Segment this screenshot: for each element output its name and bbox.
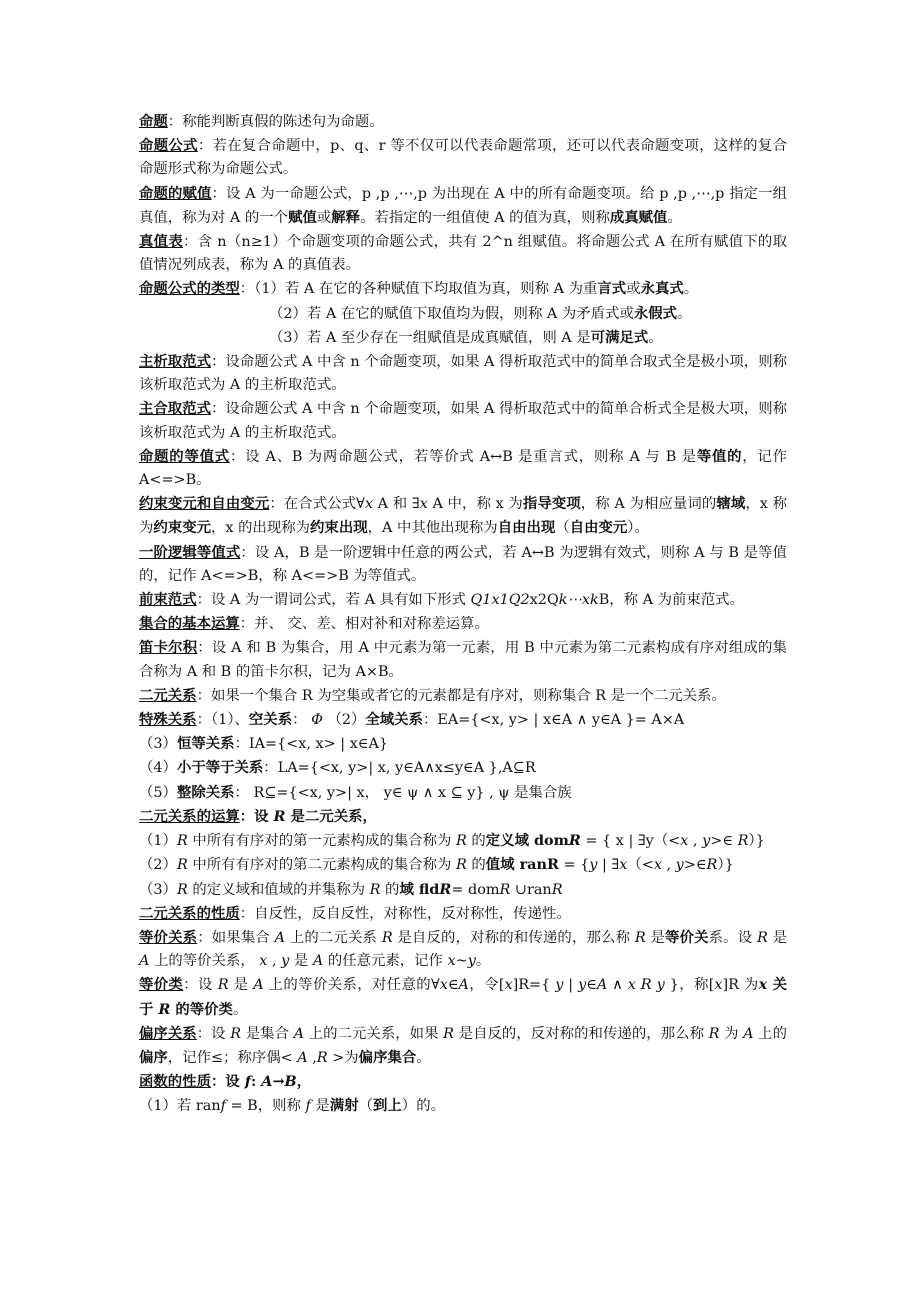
text-run: 恒等关系 — [176, 735, 235, 753]
paragraph — [139, 541, 787, 588]
text-run: A — [293, 1025, 305, 1042]
text-run: 空关系 — [248, 711, 293, 729]
paragraph — [139, 756, 787, 780]
text-run: y — [675, 857, 684, 874]
term-heading: 主析取范式 — [139, 353, 212, 371]
text-run: 是 — [645, 929, 665, 946]
text-run: ，称 A 为相应量词的 — [580, 496, 717, 513]
text-run: y — [467, 953, 476, 970]
text-run: ∈ — [447, 977, 459, 994]
text-run: 上的等价关系， — [149, 953, 260, 970]
text-run: 到上 — [373, 1097, 402, 1115]
text-run: 永假式 — [633, 304, 678, 322]
text-run: A — [312, 953, 324, 970]
text-run: x — [653, 857, 662, 874]
text-run: R — [369, 881, 381, 898]
text-run: 是二元关系， — [285, 807, 377, 825]
document-page — [139, 110, 787, 1119]
text-run: f — [244, 1073, 251, 1091]
text-run: ：在合式公式∀ — [269, 496, 365, 513]
text-run: R — [439, 880, 452, 898]
text-run: y — [589, 857, 598, 874]
text-run: 的等价类 — [170, 1000, 233, 1018]
text-run: 中所有有序对的第二元素构成的集合称为 — [187, 857, 456, 874]
text-run: y — [578, 977, 587, 994]
text-run: （< — [627, 857, 654, 874]
paragraph — [139, 302, 787, 326]
term-heading: 二元关系的性质 — [139, 904, 240, 922]
text-run: ：设 — [210, 1073, 245, 1091]
text-run: ：若在复合命题中，p、q、r 等不仅可以代表命题常项，还可以代表命题变项，这样的复合命题形式称为命题公式。 — [139, 138, 787, 178]
text-run: ]R={ — [512, 977, 556, 994]
text-run: A 中，称 x 为 — [427, 496, 523, 513]
text-run: 上的二元关系，如果 — [304, 1025, 444, 1042]
text-run: （5） — [139, 784, 177, 801]
text-run: R — [634, 929, 646, 946]
text-run: R — [455, 857, 467, 874]
term-heading: 集合的基本运算 — [139, 615, 240, 633]
text-run: R — [568, 832, 581, 850]
text-run: 约束变元 — [153, 519, 211, 537]
text-run: 偏序 — [139, 1048, 168, 1066]
text-run: , — [267, 953, 282, 970]
text-run: （3）若 A 至少存在一组赋值是成真赋值，则 A 是 — [269, 329, 591, 346]
text-run: x — [364, 496, 373, 513]
paragraph — [139, 1070, 787, 1094]
text-run: y — [702, 833, 711, 850]
text-run: （2） — [139, 857, 177, 874]
text-run: 言式 — [597, 280, 627, 298]
text-run: y — [555, 977, 564, 994]
text-run: 是自反的，反对称的和传递的，那么称 — [454, 1025, 709, 1042]
text-run: ∧ — [607, 977, 628, 994]
text-run: ，x 的出现称为 — [210, 520, 311, 537]
text-run: , — [661, 857, 676, 874]
text-run: 或 — [316, 209, 332, 226]
text-run: R — [316, 1049, 328, 1066]
text-run: = { — [558, 857, 590, 874]
term-heading: 命题的等值式 — [139, 447, 230, 465]
paragraph — [139, 878, 787, 902]
term-heading: 真值表 — [139, 233, 184, 251]
text-run: 为 — [719, 1025, 744, 1042]
text-run: ）} — [748, 833, 765, 850]
text-run: ，令[ — [468, 977, 505, 994]
text-run: （3） — [139, 736, 177, 753]
text-run: x — [259, 953, 268, 970]
text-run: A — [274, 929, 286, 946]
text-run: 是 — [228, 977, 254, 994]
text-run: 值域 ranR — [485, 856, 559, 874]
text-run: R — [381, 929, 393, 946]
text-run: x — [419, 496, 428, 513]
text-run: 自由出现 — [497, 519, 556, 537]
text-run: ∈ — [586, 977, 597, 994]
paragraph — [139, 182, 787, 230]
term-heading: 偏序关系 — [139, 1024, 197, 1042]
term-heading: 函数的性质 — [139, 1073, 211, 1091]
text-run: }，称[ — [664, 977, 715, 994]
text-run: ， — [296, 1073, 312, 1091]
text-run: R — [273, 807, 286, 825]
text-run: ：如果集合 — [197, 929, 275, 946]
text-run: 。 — [667, 209, 682, 226]
text-run: 成真赋值 — [609, 208, 668, 226]
term-heading: 命题公式 — [139, 137, 198, 155]
text-run: 偏序集合 — [358, 1048, 417, 1066]
text-run: 。 — [648, 329, 663, 346]
text-run: Q1x1Q2 — [470, 592, 530, 609]
paragraph — [139, 445, 787, 492]
term-heading: 笛卡尔积 — [139, 639, 198, 657]
text-run: ： R⊆={<x, y>| x， y∈ ψ ∧ x ⊆ y} , ψ 是集合族 — [234, 784, 572, 801]
text-run: （1）若 ran — [139, 1098, 221, 1115]
text-run: R — [217, 977, 229, 994]
term-heading: 命题的赋值 — [139, 184, 212, 202]
text-run: ）。 — [627, 520, 649, 537]
text-run: ~ — [455, 953, 468, 970]
text-run: ：（1）、 — [196, 712, 249, 729]
paragraph — [139, 230, 787, 277]
paragraph — [139, 134, 787, 181]
text-run: x — [619, 857, 628, 874]
text-run: R — [737, 833, 749, 850]
paragraph — [139, 1022, 787, 1070]
text-run: R — [455, 833, 467, 850]
text-run: ：LA={<x, y>| x, y∈A∧x≤y∈A },A⊆R — [263, 760, 536, 777]
paragraph — [139, 326, 787, 350]
text-run: 的 — [380, 881, 400, 898]
term-heading: 主合取范式 — [139, 400, 212, 418]
text-run: ：设 A 和 B 为集合，用 A 中元素为第一元素，用 B 中元素为第二元素构成有序对组成的集合称为 A 和 B 的笛卡尔积，记为 A×B。 — [139, 640, 787, 680]
paragraph — [139, 350, 787, 397]
text-run: 是集合 — [241, 1025, 294, 1042]
paragraph — [139, 612, 787, 636]
paragraph — [139, 829, 787, 853]
text-run: >∈ — [710, 833, 738, 850]
text-run: f — [220, 1098, 226, 1115]
term-heading: 约束变元和自由变元 — [139, 495, 270, 513]
term-heading: 等价类 — [139, 976, 184, 994]
text-run: 定义域 dom — [485, 832, 569, 850]
text-run: 上的二元关系 — [285, 929, 382, 946]
text-run: 是 — [767, 929, 787, 946]
text-run: 等价关 — [665, 928, 709, 946]
text-run: A — [253, 977, 264, 994]
text-run: ）} — [717, 857, 734, 874]
text-run: （3） — [139, 881, 177, 898]
text-run: 。 — [475, 953, 491, 970]
text-run: x — [447, 953, 456, 970]
text-run: ：IA={<x, x> | x∈A} — [234, 736, 389, 753]
text-run: x — [439, 977, 448, 994]
text-run: ，记作 A<=>B。 — [139, 448, 787, 489]
text-run: 赋值 — [288, 208, 317, 226]
text-run: ，x 称为 — [139, 496, 787, 537]
paragraph — [139, 492, 787, 540]
text-run: R — [176, 833, 188, 850]
text-run: y — [281, 953, 290, 970]
paragraph — [139, 973, 787, 1021]
text-run: R — [499, 881, 511, 898]
text-run: 是 — [289, 953, 313, 970]
text-run: R — [443, 1025, 455, 1042]
paragraph — [139, 805, 787, 829]
paragraph — [139, 397, 787, 444]
text-run: ，记作≤；称序偶< — [167, 1049, 298, 1066]
paragraph — [139, 732, 787, 756]
term-heading: 二元关系的运算 — [139, 807, 240, 825]
text-run: 自由变元 — [569, 519, 628, 537]
paragraph — [139, 926, 787, 973]
text-run: 约束出现 — [310, 519, 368, 537]
text-run: （2） — [322, 712, 366, 729]
paragraph — [139, 684, 787, 708]
text-run: ：EA={<x, y> | x∈A ∧ y∈A }= A×A — [422, 712, 685, 729]
text-run: x — [504, 977, 513, 994]
text-run: → — [272, 1073, 285, 1091]
text-run: A — [458, 977, 469, 994]
term-heading: 特殊关系 — [139, 711, 197, 729]
text-run: A — [596, 977, 608, 994]
text-run: A — [297, 1049, 308, 1066]
paragraph — [139, 708, 787, 732]
text-run: ：称能判断真假的陈述句为命题。 — [167, 114, 384, 130]
text-run: （ — [358, 1098, 373, 1115]
text-run: 。若指定的一组值使 A 的值为真，则称 — [360, 209, 610, 226]
text-run: 的 — [466, 857, 486, 874]
text-run: R — [708, 1025, 720, 1042]
text-run: 域 fld — [399, 880, 440, 898]
paragraph — [139, 853, 787, 877]
term-heading: 命题公式的类型 — [139, 280, 240, 298]
paragraph — [139, 902, 787, 926]
text-run: ，A 中其他出现称为 — [367, 520, 498, 537]
text-run: R — [551, 881, 563, 898]
paragraph — [139, 110, 787, 134]
term-heading: 前束范式 — [139, 591, 197, 609]
text-run: 永真式 — [640, 280, 684, 298]
text-run: 的任意元素，记作 — [323, 953, 448, 970]
text-run: ：并、 交、差、相对补和对称差运算。 — [239, 616, 489, 633]
text-run: B，称 A 为前束范式。 — [598, 592, 744, 609]
text-run: = { x | ∃y（< — [580, 833, 681, 850]
text-run: （ — [555, 520, 570, 537]
text-run: ：设 — [239, 807, 274, 825]
text-run: A 和 ∃ — [373, 496, 420, 513]
text-run: （2）若 A 在它的赋值下取值均为假，则称 A 为矛盾式或 — [269, 305, 634, 322]
text-run: 。 — [677, 305, 692, 322]
text-run: 等值的 — [696, 447, 743, 465]
text-run: Φ — [311, 712, 323, 729]
text-run: ：如果一个集合 R 为空集或者它的元素都是有序对，则称集合 R 是一个二元关系。 — [196, 687, 726, 704]
term-heading: 命题 — [139, 113, 168, 130]
text-run: （4） — [139, 760, 177, 777]
text-run: ： — [292, 712, 312, 729]
text-run: | ∃ — [597, 857, 620, 874]
text-run: k⋯xk — [558, 592, 599, 609]
text-run: R — [706, 857, 718, 874]
text-run: ]R 为 — [722, 977, 759, 994]
text-run: 指导变项 — [522, 495, 581, 513]
text-run: 中所有有序对的第一元素构成的集合称为 — [187, 833, 456, 850]
text-run: 解释 — [331, 208, 361, 226]
text-run: 全域关系 — [365, 711, 423, 729]
term-heading: 一阶逻辑等值式 — [139, 543, 241, 561]
text-run: ：设 — [196, 1025, 231, 1042]
text-run: f — [305, 1098, 311, 1115]
text-run: R — [757, 929, 768, 946]
paragraph — [139, 636, 787, 683]
text-run: （1） — [139, 833, 177, 850]
text-run: 关于 — [139, 976, 788, 1018]
text-run: A — [139, 953, 150, 970]
text-run: 满射 — [329, 1097, 359, 1115]
text-run: ：含 n（n≥1）个命题变项的命题公式，共有 2^n 组赋值。将命题公式 A 在所有赋值下的取值情况列成表，称为 A 的真值表。 — [139, 234, 787, 274]
text-run: 系。设 — [708, 929, 758, 946]
paragraph — [139, 781, 787, 805]
text-run: ：设命题公式 A 中含 n 个命题变项，如果 A 得析取范式中的简单合析式全是极大项，则称该析取范式为 A 的主析取范式。 — [139, 401, 787, 441]
text-run: A — [261, 1073, 273, 1091]
text-run: 小于等于关系 — [176, 759, 264, 777]
text-run: x — [714, 977, 723, 994]
text-run: ：设 A，B 是一阶逻辑中任意的两公式，若 A↔B 为逻辑有效式，则称 A 与 B 是等值的，记作 A<=>B，称 A<=>B 为等值式。 — [139, 544, 787, 584]
text-run: A — [743, 1025, 754, 1042]
text-run: x — [758, 976, 768, 994]
text-run: , — [688, 833, 703, 850]
text-run: 是 — [310, 1098, 330, 1115]
text-run: ：设命题公式 A 中含 n 个命题变项，如果 A 得析取范式中的简单合取式全是极小项，则称该析取范式为 A 的主析取范式。 — [139, 354, 787, 394]
text-run: 辖域 — [716, 495, 746, 513]
text-run: 。 — [683, 281, 699, 298]
text-run: , — [307, 1049, 317, 1066]
text-run: ：设 — [183, 977, 218, 994]
text-run: ∪ran — [510, 881, 552, 898]
paragraph — [139, 588, 787, 612]
paragraph — [139, 1094, 787, 1118]
text-run: B — [284, 1073, 297, 1091]
text-run: ：（1）若 A 在它的各种赋值下均取值为真，则称 A 为重 — [239, 281, 598, 298]
text-run: : — [250, 1073, 262, 1091]
text-run: 整除关系 — [176, 783, 235, 801]
text-run: R — [176, 857, 188, 874]
text-run: ：设 A、B 为两命题公式，若等价式 A↔B 是重言式，则称 A 与 B 是 — [229, 448, 697, 465]
text-run: R — [158, 1000, 171, 1018]
text-run: = dom — [451, 881, 500, 898]
text-run: ：自反性，反自反性，对称性，反对称性，传递性。 — [239, 905, 571, 922]
text-run: 可满足式 — [590, 328, 649, 346]
text-run: 或 — [626, 281, 641, 298]
paragraph — [139, 277, 787, 301]
text-run: x2Q — [529, 592, 559, 609]
text-run: = B，则称 — [225, 1098, 306, 1115]
text-run: >∈ — [683, 857, 707, 874]
text-run: 上的等价关系，对任意的∀ — [263, 977, 440, 994]
text-run: 是自反的，对称的和传递的，那么称 — [392, 929, 635, 946]
text-run: 的定义域和值域的并集称为 — [187, 881, 370, 898]
text-run: 。 — [232, 1001, 248, 1018]
text-run: R — [176, 881, 188, 898]
text-run: ：设 A 为一命题公式，p ,p ,⋯,p 为出现在 A 中的所有命题变项。给 p ,p ,⋯,p 指定一组真值，称为对 A 的一个 — [139, 185, 787, 226]
text-run: | — [563, 977, 579, 994]
text-run: 。 — [416, 1049, 431, 1066]
text-run: ：设 A 为一谓词公式，若 A 具有如下形式 — [196, 592, 471, 609]
text-run: >为 — [327, 1049, 359, 1066]
text-run: x — [680, 833, 689, 850]
term-heading: 等价关系 — [139, 928, 198, 946]
text-run: x R y — [627, 977, 665, 994]
text-run: 上的 — [753, 1025, 787, 1042]
text-run: 的 — [466, 833, 486, 850]
text-run: ）的。 — [401, 1098, 445, 1115]
term-heading: 二元关系 — [139, 686, 197, 704]
text-run: R — [230, 1025, 242, 1042]
